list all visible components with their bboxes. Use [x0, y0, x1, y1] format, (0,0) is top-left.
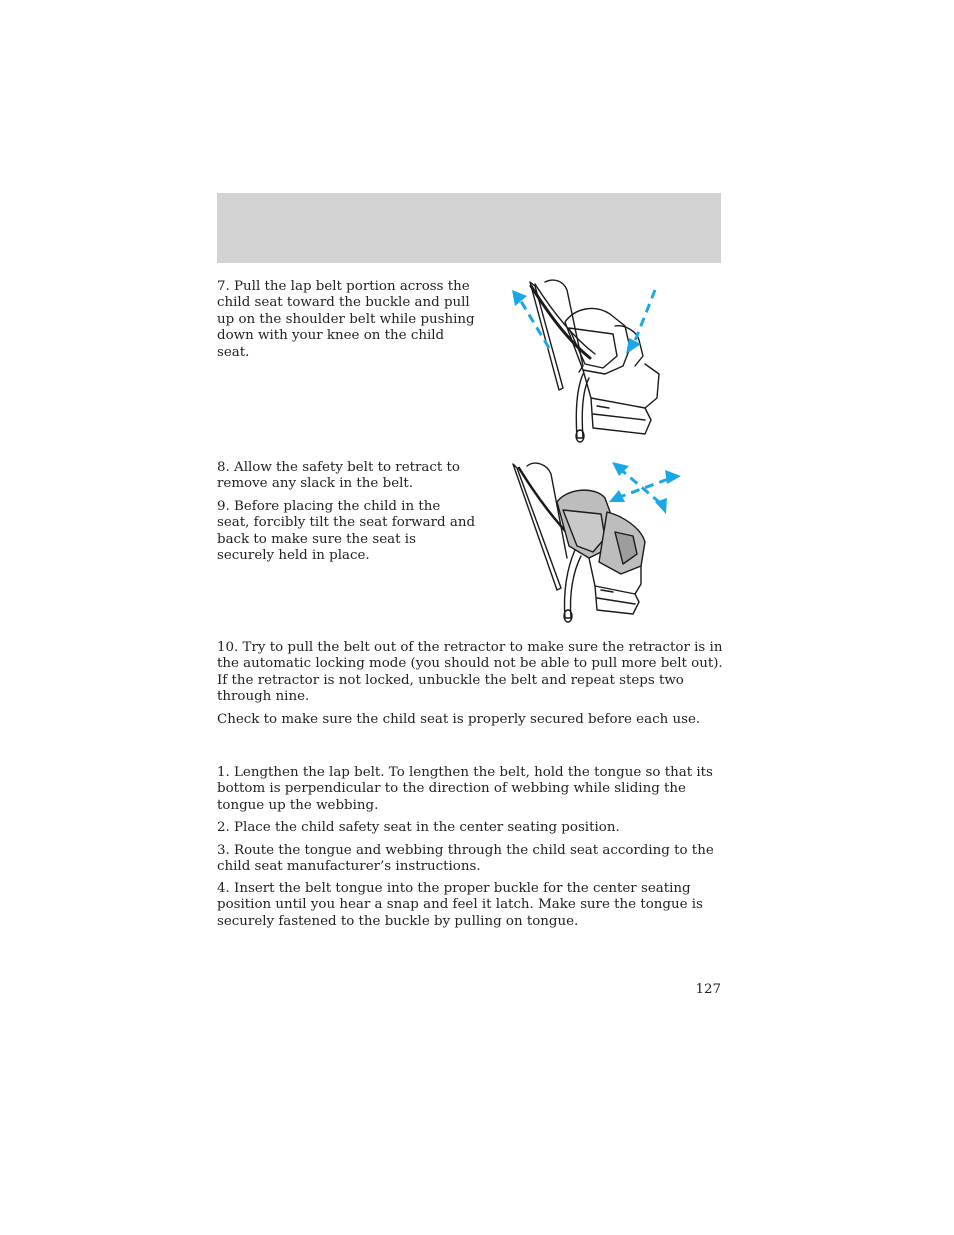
step-10-text: 10. Try to pull the belt out of the retractor to make sure the retractor is in the automatic locking mode (you should not be able to pull more belt out). If the retractor is not locked, unbuckle the belt and repeat steps two through nine. — [217, 640, 723, 705]
step-9-text: 9. Before placing the child in the seat, forcibly tilt the seat forward and back to make sure the seat is securely held in place. — [217, 499, 476, 564]
center-step-2-text: 2. Place the child safety seat in the center seating position. — [217, 820, 620, 835]
child-seat-tighten-illustration — [505, 278, 675, 446]
center-step-3-text: 3. Route the tongue and webbing through the child seat according to the child seat manufacturer’s instructions. — [217, 843, 714, 875]
center-step-4-text: 4. Insert the belt tongue into the proper buckle for the center seating position until you hear a snap and feel it latch. Make sure the tongue is securely fastened to the buckle by pulling on tongue. — [217, 881, 703, 929]
step-8-text: 8. Allow the safety belt to retract to remove any slack in the belt. — [217, 460, 460, 492]
section-header-band — [217, 193, 721, 263]
center-step-1-text: 1. Lengthen the lap belt. To lengthen the belt, hold the tongue so that its bottom is perpendicular to the direction of webbing while sliding the tongue up the webbing. — [217, 765, 713, 813]
child-seat-tilt-test-illustration — [505, 458, 685, 628]
step-7-text: 7. Pull the lap belt portion across the child seat toward the buckle and pull up on the shoulder belt while pushing down with your knee on the child seat. — [217, 279, 475, 360]
check-note-text: Check to make sure the child seat is properly secured before each use. — [217, 712, 701, 727]
page-number: 127 — [695, 982, 721, 997]
